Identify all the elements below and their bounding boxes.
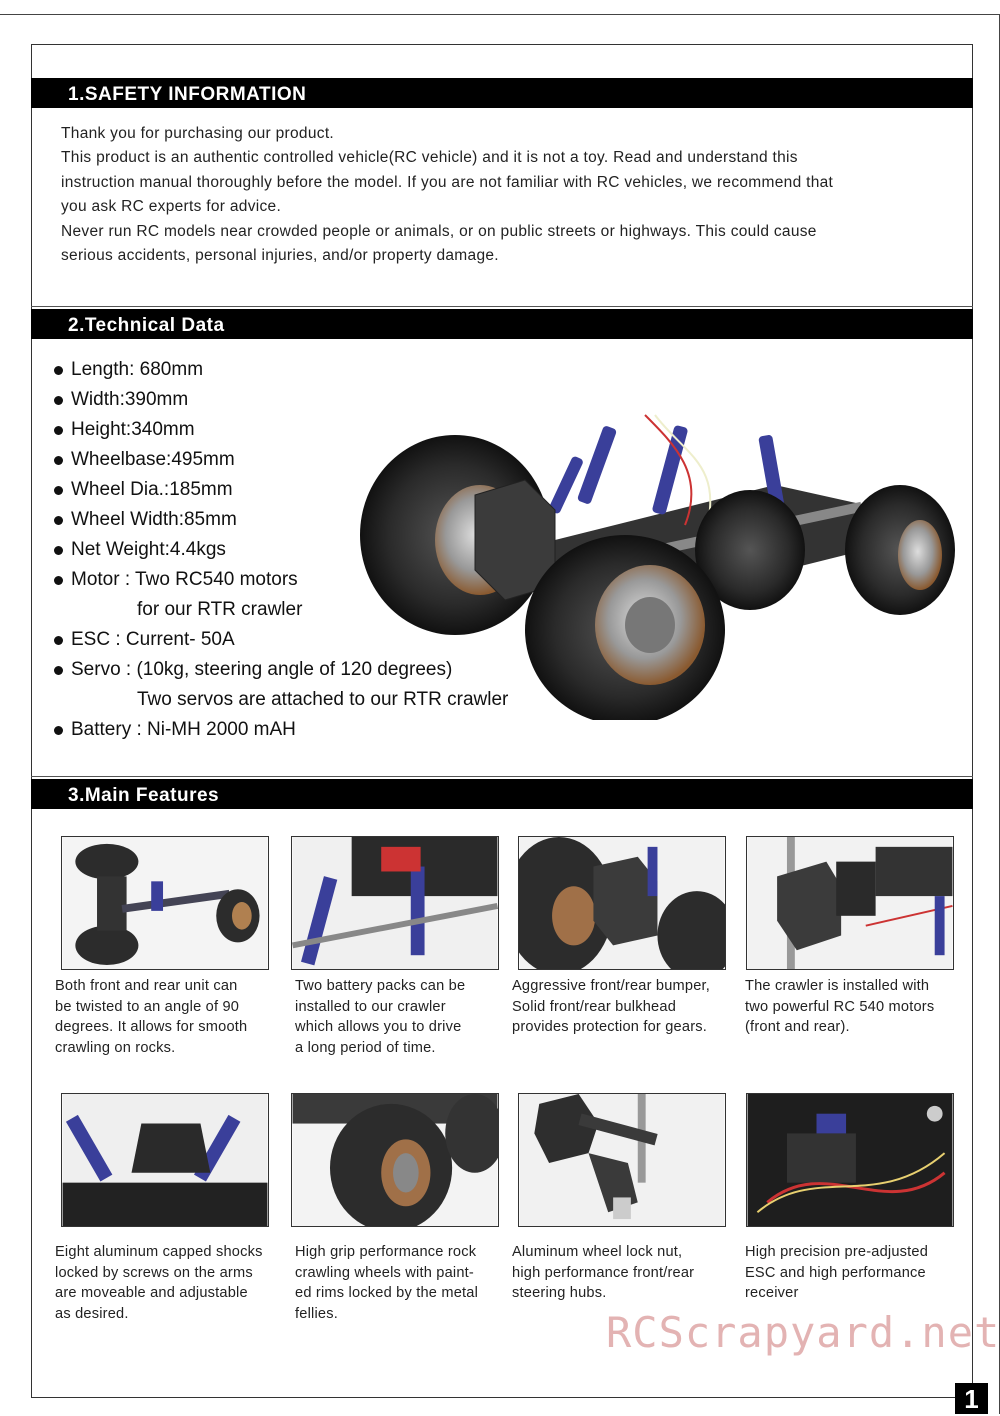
section-safety-header: 1.SAFETY INFORMATION bbox=[31, 78, 973, 108]
feature-image-wheels bbox=[291, 1093, 499, 1227]
bullet-icon bbox=[54, 546, 63, 555]
spec-item: Net Weight:4.4kgs bbox=[54, 535, 554, 565]
feature-image-motors bbox=[746, 836, 954, 970]
feature-image-esc bbox=[746, 1093, 954, 1227]
safety-line: you ask RC experts for advice. bbox=[61, 198, 282, 216]
divider bbox=[31, 306, 973, 307]
bullet-icon bbox=[54, 486, 63, 495]
spec-item: Length: 680mm bbox=[54, 355, 554, 385]
feature-image-hubs bbox=[518, 1093, 726, 1227]
spec-item: Wheel Dia.:185mm bbox=[54, 475, 554, 505]
feature-caption: Both front and rear unit can be twisted to an angle of 90 degrees. It allows for smooth crawling on rocks. bbox=[55, 978, 248, 1056]
safety-line: This product is an authentic controlled vehicle(RC vehicle) and it is not a toy. Read and understand this bbox=[61, 149, 798, 167]
feature-caption: High precision pre-adjusted ESC and high performance receiver bbox=[745, 1244, 929, 1302]
spec-item: Width:390mm bbox=[54, 385, 554, 415]
safety-line: serious accidents, personal injuries, and/or property damage. bbox=[61, 247, 499, 265]
spec-item: Servo : (10kg, steering angle of 120 degrees) Two servos are attached to our RTR crawler bbox=[54, 655, 554, 715]
spec-item: Wheelbase:495mm bbox=[54, 445, 554, 475]
bullet-icon bbox=[54, 726, 63, 735]
spec-item: Motor : Two RC540 motors for our RTR crawler bbox=[54, 565, 554, 625]
top-border-line bbox=[0, 14, 1000, 15]
feature-caption: Aluminum wheel lock nut, high performance front/rear steering hubs. bbox=[512, 1244, 695, 1302]
section-features-header: 3.Main Features bbox=[31, 779, 973, 809]
feature-image-shocks bbox=[61, 1093, 269, 1227]
watermark: RCScrapyard.net bbox=[606, 1308, 1000, 1357]
feature-caption: High grip performance rock crawling wheels with paint- ed rims locked by the metal fellies. bbox=[295, 1244, 479, 1322]
bullet-icon bbox=[54, 576, 63, 585]
spec-item: Height:340mm bbox=[54, 415, 554, 445]
feature-caption: Two battery packs can be installed to our crawler which allows you to drive a long period of time. bbox=[295, 978, 466, 1056]
bullet-icon bbox=[54, 636, 63, 645]
bullet-icon bbox=[54, 366, 63, 375]
bullet-icon bbox=[54, 516, 63, 525]
feature-caption: The crawler is installed with two powerful RC 540 motors (front and rear). bbox=[745, 978, 935, 1036]
feature-image-battery bbox=[291, 836, 499, 970]
spec-item: Battery : Ni-MH 2000 mAH bbox=[54, 715, 554, 745]
feature-caption: Eight aluminum capped shocks locked by screws on the arms are moveable and adjustable as desired. bbox=[55, 1244, 263, 1322]
divider bbox=[31, 776, 973, 777]
page-number: 1 bbox=[955, 1383, 988, 1414]
safety-line: Thank you for purchasing our product. bbox=[61, 125, 335, 142]
safety-line: Never run RC models near crowded people or animals, or on public streets or highways. This could cause bbox=[61, 222, 817, 240]
bullet-icon bbox=[54, 396, 63, 405]
crawler-hero-image bbox=[345, 385, 965, 720]
bullet-icon bbox=[54, 426, 63, 435]
feature-caption: Aggressive front/rear bumper, Solid front/rear bulkhead provides protection for gears. bbox=[512, 978, 711, 1036]
feature-image-bumper bbox=[518, 836, 726, 970]
spec-item: Wheel Width:85mm bbox=[54, 505, 554, 535]
feature-image-twist bbox=[61, 836, 269, 970]
section-technical-header: 2.Technical Data bbox=[31, 309, 973, 339]
bullet-icon bbox=[54, 666, 63, 675]
bullet-icon bbox=[54, 456, 63, 465]
safety-line: instruction manual thoroughly before the model. If you are not familiar with RC vehicles, we recommend that bbox=[61, 173, 834, 191]
spec-item: ESC : Current- 50A bbox=[54, 625, 554, 655]
safety-text bbox=[61, 122, 941, 268]
